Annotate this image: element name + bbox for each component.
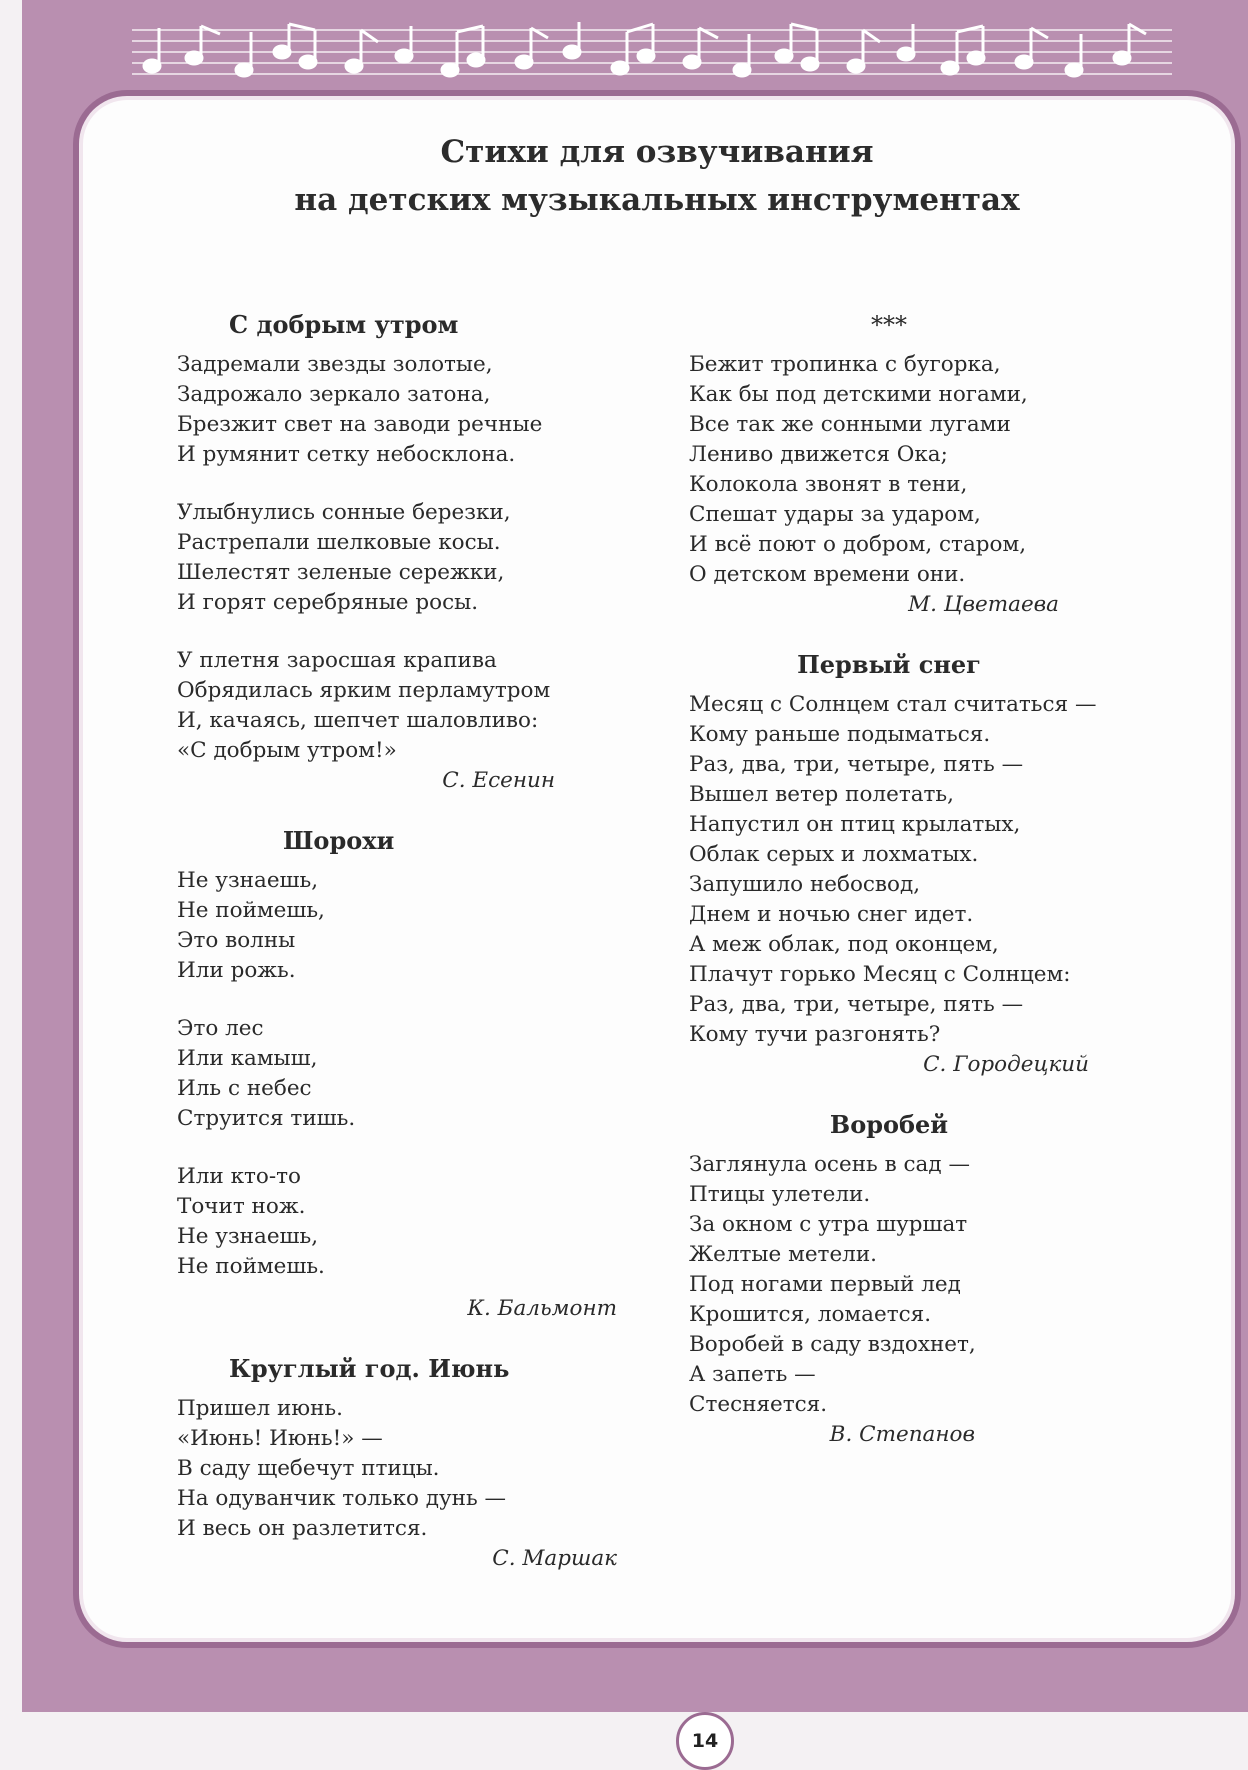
verse-line: Плачут горько Месяц с Солнцем: [689,962,1071,987]
verse-line: У плетня заросшая крапива [177,648,497,673]
verse-line: «Июнь! Июнь!» — [177,1426,383,1451]
stanza [689,690,1159,1050]
stanza [689,350,1159,590]
verse-line: Все так же сонными лугами [689,412,1011,437]
verse-line: Не узнаешь, [177,868,319,893]
verse-line: Птицы улетели. [689,1182,871,1207]
verse-line: Крошится, ломается. [689,1302,932,1327]
verse-line: Облак серых и лохматых. [689,842,979,867]
verse-line: И румянит сетку небосклона. [177,442,516,467]
poem-pervyy-sneg [689,648,1159,1080]
verse-line: Задремали звезды золотые, [177,352,493,377]
poem-heading: *** [871,311,907,339]
verse-line: Пришел июнь. [177,1396,343,1421]
verse-line: Под ногами первый лед [689,1272,961,1297]
poem-shorokhi [177,824,617,1324]
music-staff-decoration [132,22,1172,84]
poem-heading: Шорохи [283,826,395,855]
verse-line: И горят серебряные росы. [177,590,479,615]
left-column [177,308,617,1602]
verse-line: Запушило небосвод, [689,872,921,897]
verse-line: За окном с утра шуршат [689,1212,968,1237]
poem-heading: С добрым утром [229,310,459,339]
poem-kruglyy-god-iyun [177,1352,617,1574]
right-column [689,308,1159,1478]
verse-line: Обрядилась ярким перламутром [177,678,551,703]
stanza [177,646,617,766]
verse-line: Колокола звонят в тени, [689,472,968,497]
verse-line: Не поймешь. [177,1254,325,1279]
content-panel [83,100,1231,1752]
verse-line: Желтые метели. [689,1242,877,1267]
verse-line: Шелестят зеленые сережки, [177,560,505,585]
poem-author: М. Цветаева [908,592,1059,617]
verse-line: Или рожь. [177,958,296,983]
verse-line: Или кто-то [177,1164,301,1189]
verse-line: Задрожало зеркало затона, [177,382,491,407]
verse-line: Не поймешь, [177,898,325,923]
poem-author: С. Маршак [492,1546,617,1571]
verse-line: «С добрым утром!» [177,738,397,763]
verse-line: Месяц с Солнцем стал считаться — [689,692,1097,717]
verse-line: Иль с небес [177,1076,312,1101]
stanza [177,350,617,470]
verse-line: Растрепали шелковые косы. [177,530,501,555]
page-frame [22,0,1248,1752]
verse-line: Воробей в саду вздохнет, [689,1332,976,1357]
verse-line: Как бы под детскими ногами, [689,382,1028,407]
verse-line: На одуванчик только дунь — [177,1486,506,1511]
verse-line: Точит нож. [177,1194,306,1219]
verse-line: И, качаясь, шепчет шаловливо: [177,708,539,733]
verse-line: Или камыш, [177,1046,318,1071]
verse-line: Бежит тропинка с бугорка, [689,352,1001,377]
verse-line: Не узнаешь, [177,1224,319,1249]
poem-stars-tsvetaeva [689,308,1159,620]
stanza [177,1014,617,1134]
poem-author: С. Городецкий [923,1052,1089,1077]
poem-author: К. Бальмонт [467,1296,617,1321]
verse-line: А меж облак, под оконцем, [689,932,999,957]
verse-line: Струится тишь. [177,1106,356,1131]
stanza [177,498,617,618]
poem-author: В. Степанов [829,1422,975,1447]
poem-author: С. Есенин [442,768,555,793]
verse-line: Лениво движется Ока; [689,442,948,467]
verse-line: Вышел ветер полетать, [689,782,954,807]
verse-line: Кому раньше подыматься. [689,722,991,747]
verse-line: А запеть — [689,1362,816,1387]
verse-line: И всё поют о добром, старом, [689,532,1027,557]
verse-line: Улыбнулись сонные березки, [177,500,511,525]
verse-line: Это лес [177,1016,264,1041]
stanza [177,1394,617,1544]
poem-heading: Первый снег [797,650,981,679]
poem-heading: Круглый год. Июнь [229,1354,510,1383]
stanza [689,1150,1159,1420]
poem-vorobey [689,1108,1159,1450]
page-title: Стихи для озвучивания на детских музыкальных инструментах [294,134,1020,218]
verse-line: О детском времени они. [689,562,966,587]
verse-line: Днем и ночью снег идет. [689,902,974,927]
verse-line: Заглянула осень в сад — [689,1152,970,1177]
verse-line: Брезжит свет на заводи речные [177,412,543,437]
verse-line: Это волны [177,928,296,953]
poem-s-dobrym-utrom [177,308,617,796]
verse-line: И весь он разлетится. [177,1516,428,1541]
verse-line: Раз, два, три, четыре, пять — [689,752,1024,777]
verse-line: Напустил он птиц крылатых, [689,812,1021,837]
verse-line: Раз, два, три, четыре, пять — [689,992,1024,1017]
verse-line: В саду щебечут птицы. [177,1456,440,1481]
poem-heading: Воробей [829,1110,949,1139]
verse-line: Кому тучи разгонять? [689,1022,941,1047]
stanza [177,866,617,986]
verse-line: Стесняется. [689,1392,828,1417]
stanza [177,1162,617,1282]
page-number: 14 [676,1712,734,1770]
verse-line: Спешат удары за ударом, [689,502,981,527]
